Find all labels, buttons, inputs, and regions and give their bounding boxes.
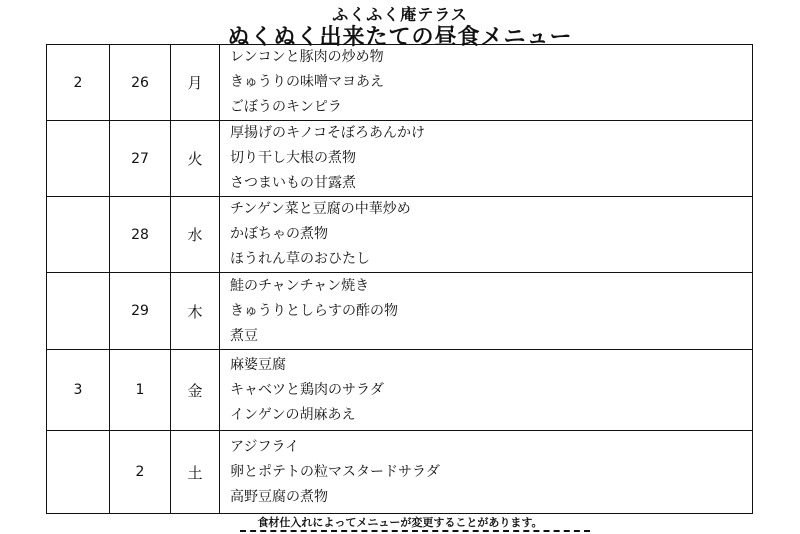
day-cell: 29 (110, 273, 171, 350)
dish-item: ほうれん草のおひたし (230, 251, 370, 267)
month-cell: 2 (47, 45, 110, 121)
table-row (47, 350, 753, 431)
dishes-cell (220, 45, 753, 121)
dishes-cell (220, 431, 753, 514)
day-cell: 26 (110, 45, 171, 121)
dishes-cell (220, 197, 753, 273)
dish-item: 鮭のチャンチャン焼き (230, 277, 370, 294)
weekday-cell: 月 (171, 45, 220, 121)
dish-item: きゅうりの味噌マヨあえ (230, 74, 384, 90)
table-row (47, 45, 753, 121)
dish-item: 麻婆豆腐 (230, 356, 286, 373)
dish-item: アジフライ (230, 438, 300, 455)
dish-item: 厚揚げのキノコそぼろあんかけ (230, 125, 426, 141)
menu-change-notice: 食材仕入れによってメニューが変更することがあります。 (257, 516, 543, 529)
day-cell: 27 (110, 121, 171, 197)
month-cell (47, 197, 110, 273)
weekday-cell: 土 (171, 431, 220, 514)
day-cell: 1 (110, 350, 171, 431)
dish-item: 切り干し大根の煮物 (230, 150, 356, 166)
page-title: ぬくぬく出来たての昼食メニュー (227, 25, 573, 50)
lunch-menu-table (46, 44, 753, 514)
weekday-cell: 水 (171, 197, 220, 273)
dish-item: 高野豆腐の煮物 (230, 488, 328, 505)
dish-item: インゲンの胡麻あえ (230, 406, 356, 423)
dish-item: キャベツと鶏肉のサラダ (230, 381, 384, 398)
month-cell (47, 431, 110, 514)
dish-item: さつまいもの甘露煮 (230, 175, 356, 191)
day-cell: 28 (110, 197, 171, 273)
table-row (47, 431, 753, 514)
dish-item: ごぼうのキンピラ (230, 99, 342, 115)
dishes-cell (220, 273, 753, 350)
weekday-cell: 木 (171, 273, 220, 350)
dishes-cell (220, 350, 753, 431)
day-cell: 2 (110, 431, 171, 514)
dish-item: チンゲン菜と豆腐の中華炒め (230, 201, 411, 217)
dish-item: 煮豆 (230, 327, 258, 344)
cut-line-divider (240, 530, 590, 534)
month-cell: 3 (47, 350, 110, 431)
restaurant-name: ふくふく庵テラス (332, 5, 468, 24)
weekday-cell: 火 (171, 121, 220, 197)
dish-item: 卵とポテトの粒マスタードサラダ (230, 463, 440, 480)
table-row (47, 121, 753, 197)
month-cell (47, 273, 110, 350)
dish-item: きゅうりとしらすの酢の物 (230, 302, 398, 319)
dishes-cell (220, 121, 753, 197)
dish-item: レンコンと豚肉の炒め物 (230, 49, 384, 65)
month-cell (47, 121, 110, 197)
table-row (47, 273, 753, 350)
table-row (47, 197, 753, 273)
dish-item: かぼちゃの煮物 (230, 226, 328, 242)
weekday-cell: 金 (171, 350, 220, 431)
